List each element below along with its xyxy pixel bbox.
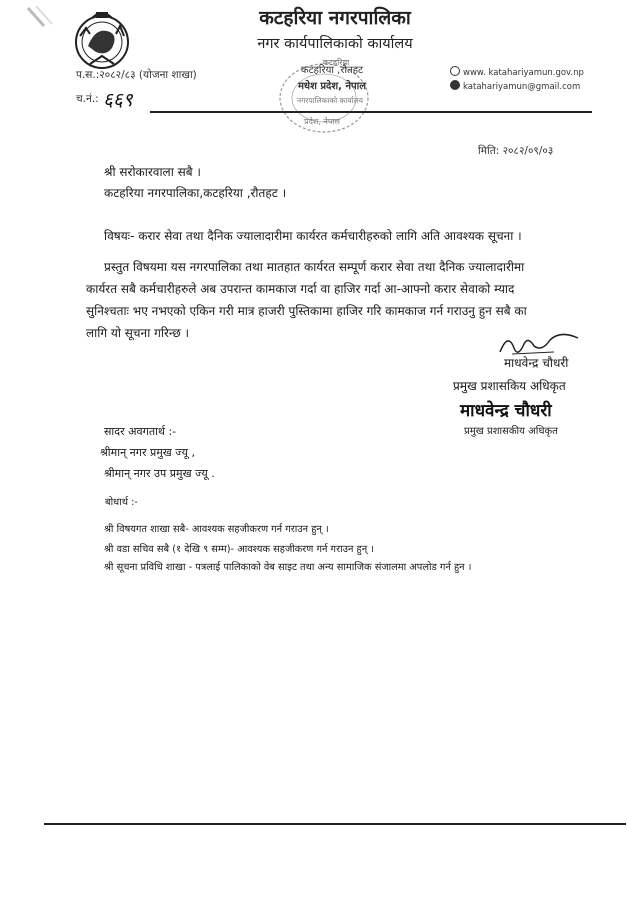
info-heading: बोधार्थ :-	[105, 497, 138, 508]
cc-heading: सादर अवगतार्थ :-	[104, 425, 177, 438]
globe-icon	[450, 66, 460, 76]
website-text: www. katahariyamun.gov.np	[463, 68, 584, 78]
email-text: katahariyamun@gmail.com	[463, 82, 581, 92]
signatory-name: माधवेन्द्र चौधरी	[504, 356, 569, 370]
header-divider	[150, 111, 592, 113]
stamp-text-top: कटहरिया	[322, 58, 350, 67]
body-line-3: सुनिश्चताः भए नभएको एकिन गरी मात्र हाजरी पुस्तिकामा हाजिर गरि कामकाज गर्न गराउनु हुन सबै का	[86, 304, 527, 318]
stamp-text-bottom: प्रदेश, नेपाल	[304, 117, 340, 126]
body-line-4: लागि यो सूचना गरिन्छ ।	[86, 326, 190, 340]
info-item-3: श्री सूचना प्रविधि शाखा - पत्रलाई पालिकाको वेब साइट तथा अन्य सामाजिक संजालमा अपलोड गर्न हुन ।	[104, 562, 472, 573]
info-item-2: श्री वडा सचिव सबै (१ देखि ९ सम्म)- आवश्यक सहजीकरण गर्न गराउन हुन् ।	[104, 544, 375, 555]
recipient-line-2: कटहरिया नगरपालिका,कटहरिया ,रौतहट ।	[104, 186, 287, 200]
dispatch-number: ६६९	[103, 89, 133, 111]
signatory-title: प्रमुख प्रशासकिय अधिकृत	[453, 379, 566, 393]
info-item-1: श्री विषयगत शाखा सबै- आवश्यक सहजीकरण गर्न गराउन हुन् ।	[104, 524, 329, 535]
website-line	[450, 66, 584, 78]
body-line-2: कार्यरत सबै कर्मचारीहरुले अब उपरान्त कामकाज गर्दा वा हाजिर गर्दा आ-आफ्नो करार सेवाको म्याद	[86, 282, 515, 296]
letter-subject: विषयः- करार सेवा तथा दैनिक ज्यालादारीमा कार्यरत कर्मचारीहरुको लागि अति आवश्यक सूचना ।	[104, 229, 522, 243]
cc-item-1: श्रीमान् नगर प्रमुख ज्यू ,	[100, 446, 195, 459]
name-stamp-title: प्रमुख प्रशासकीय अधिकृत	[464, 426, 558, 437]
org-name: कटहरिया नगरपालिका	[259, 7, 411, 29]
address-line-2: मधेश प्रदेश, नेपाल	[297, 81, 367, 92]
dispatch-label: च.नं.:	[76, 93, 99, 105]
name-stamp: माधवेन्द्र चौधरी	[460, 401, 552, 421]
office-name: नगर कार्यपालिकाको कार्यालय	[257, 36, 413, 52]
address-line-1: कटहरिया ,रौतहट	[300, 65, 364, 76]
email-icon	[450, 80, 460, 90]
stamp-text-middle: नगरपालिकाको कार्यालय	[297, 96, 363, 105]
body-line-1: प्रस्तुत विषयमा यस नगरपालिका तथा मातहात कार्यरत सम्पूर्ण करार सेवा तथा दैनिक ज्यालादारीमा	[104, 260, 525, 274]
recipient-line-1: श्री सरोकारवाला सबै ।	[104, 165, 201, 179]
page-fold-mark	[0, 4, 60, 34]
letter-date: मिति: २०८२/०९/०३	[478, 145, 554, 157]
nepal-emblem-logo	[66, 6, 138, 72]
email-line	[450, 80, 580, 92]
cc-item-2: श्रीमान् नगर उप प्रमुख ज्यू .	[104, 467, 215, 480]
footer-divider	[44, 823, 626, 825]
reference-number: प.स.:२०८२/८३ (योजना शाखा)	[76, 69, 197, 81]
